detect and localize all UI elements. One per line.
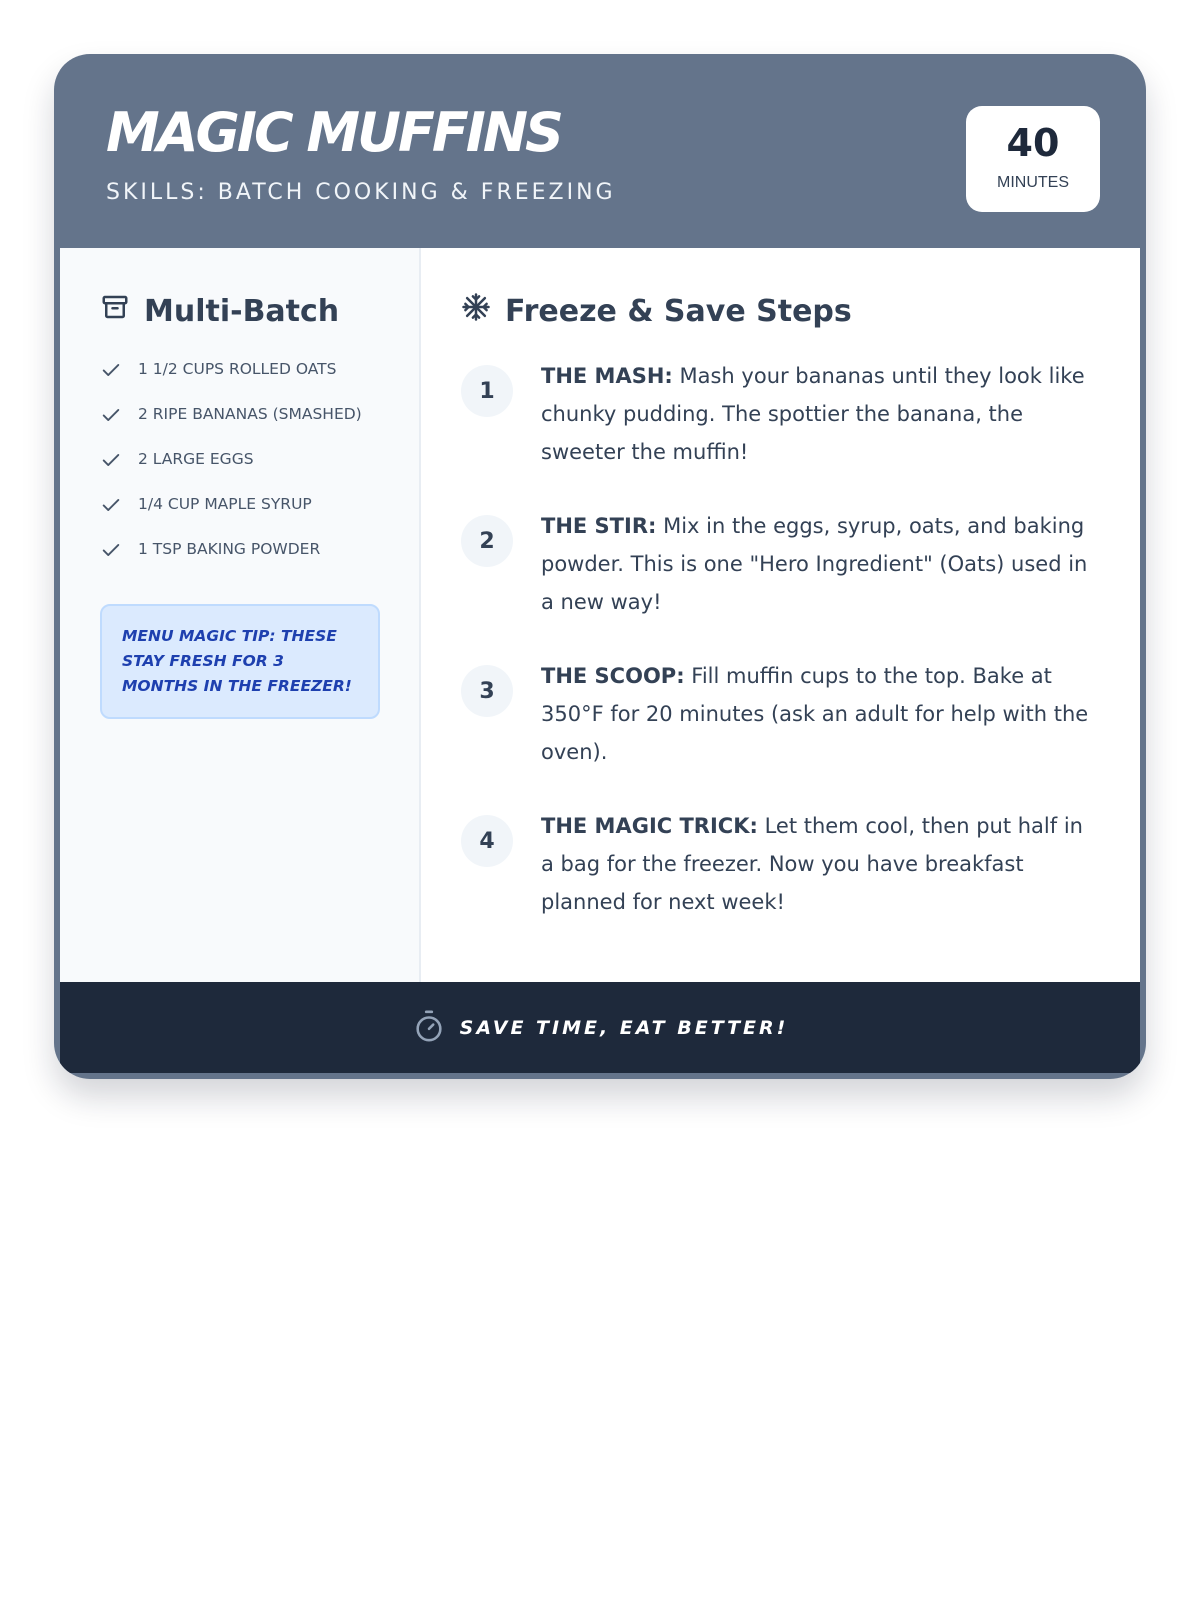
- step-item: [461, 657, 1096, 771]
- recipe-body: [60, 248, 1140, 982]
- ingredient-text: 1 1/2 CUPS ROLLED OATS: [138, 360, 337, 378]
- step-number: 1: [461, 365, 513, 417]
- check-icon: [100, 449, 122, 471]
- ingredient-item: [100, 537, 379, 562]
- step-label: THE MAGIC TRICK:: [541, 814, 758, 838]
- stopwatch-icon: [412, 1009, 460, 1047]
- step-number: 3: [461, 665, 513, 717]
- step-label: THE STIR:: [541, 514, 657, 538]
- recipe-subtitle: SKILLS: BATCH COOKING & FREEZING: [106, 180, 616, 205]
- freezer-tip: MENU MAGIC TIP: THESE STAY FRESH FOR 3 MONTHS IN THE FREEZER!: [100, 604, 380, 719]
- ingredient-text: 2 LARGE EGGS: [138, 450, 254, 468]
- step-text: [541, 357, 1096, 471]
- time-unit: MINUTES: [997, 174, 1069, 191]
- step-description: Fill muffin cups to the top. Bake at 350°F for 20 minutes (ask an adult for help with the oven).: [541, 664, 1089, 764]
- step-item: [461, 507, 1096, 621]
- steps-list: [461, 357, 1096, 921]
- step-number: 4: [461, 815, 513, 867]
- ingredient-item: [100, 402, 379, 427]
- recipe-card: [54, 54, 1146, 1079]
- step-item: [461, 357, 1096, 471]
- recipe-header: [60, 60, 1140, 248]
- step-text: [541, 507, 1096, 621]
- ingredient-item: [100, 447, 379, 472]
- check-icon: [100, 359, 122, 381]
- step-number: 2: [461, 515, 513, 567]
- step-text: [541, 807, 1096, 921]
- check-icon: [100, 494, 122, 516]
- steps-title: Freeze & Save Steps: [505, 293, 852, 329]
- ingredient-text: 2 RIPE BANANAS (SMASHED): [138, 405, 362, 423]
- recipe-footer: [60, 982, 1140, 1073]
- step-label: THE SCOOP:: [541, 664, 685, 688]
- recipe-title: MAGIC MUFFINS: [106, 101, 561, 164]
- step-description: Mix in the eggs, syrup, oats, and baking powder. This is one "Hero Ingredient" (Oats) used in a new way!: [541, 514, 1088, 614]
- snowflake-icon: [461, 292, 505, 331]
- step-text: [541, 657, 1096, 771]
- steps-panel: [421, 248, 1140, 982]
- ingredient-item: [100, 357, 379, 382]
- step-description: Mash your bananas until they look like chunky pudding. The spottier the banana, the sweeter the muffin!: [541, 364, 1085, 464]
- check-icon: [100, 539, 122, 561]
- steps-heading: [461, 292, 1096, 331]
- ingredients-heading: [100, 292, 379, 331]
- time-badge: [966, 106, 1100, 212]
- step-item: [461, 807, 1096, 921]
- time-value: 40: [1006, 121, 1060, 165]
- ingredient-text: 1 TSP BAKING POWDER: [138, 540, 321, 558]
- check-icon: [100, 404, 122, 426]
- step-label: THE MASH:: [541, 364, 673, 388]
- ingredients-panel: [60, 248, 421, 982]
- step-description: Let them cool, then put half in a bag for the freezer. Now you have breakfast planned for next week!: [541, 814, 1083, 914]
- archive-box-icon: [100, 292, 144, 331]
- ingredient-item: [100, 492, 379, 517]
- footer-slogan: SAVE TIME, EAT BETTER!: [459, 1016, 789, 1039]
- ingredients-title: Multi-Batch: [144, 293, 340, 329]
- ingredient-text: 1/4 CUP MAPLE SYRUP: [138, 495, 312, 513]
- ingredients-list: [100, 357, 379, 562]
